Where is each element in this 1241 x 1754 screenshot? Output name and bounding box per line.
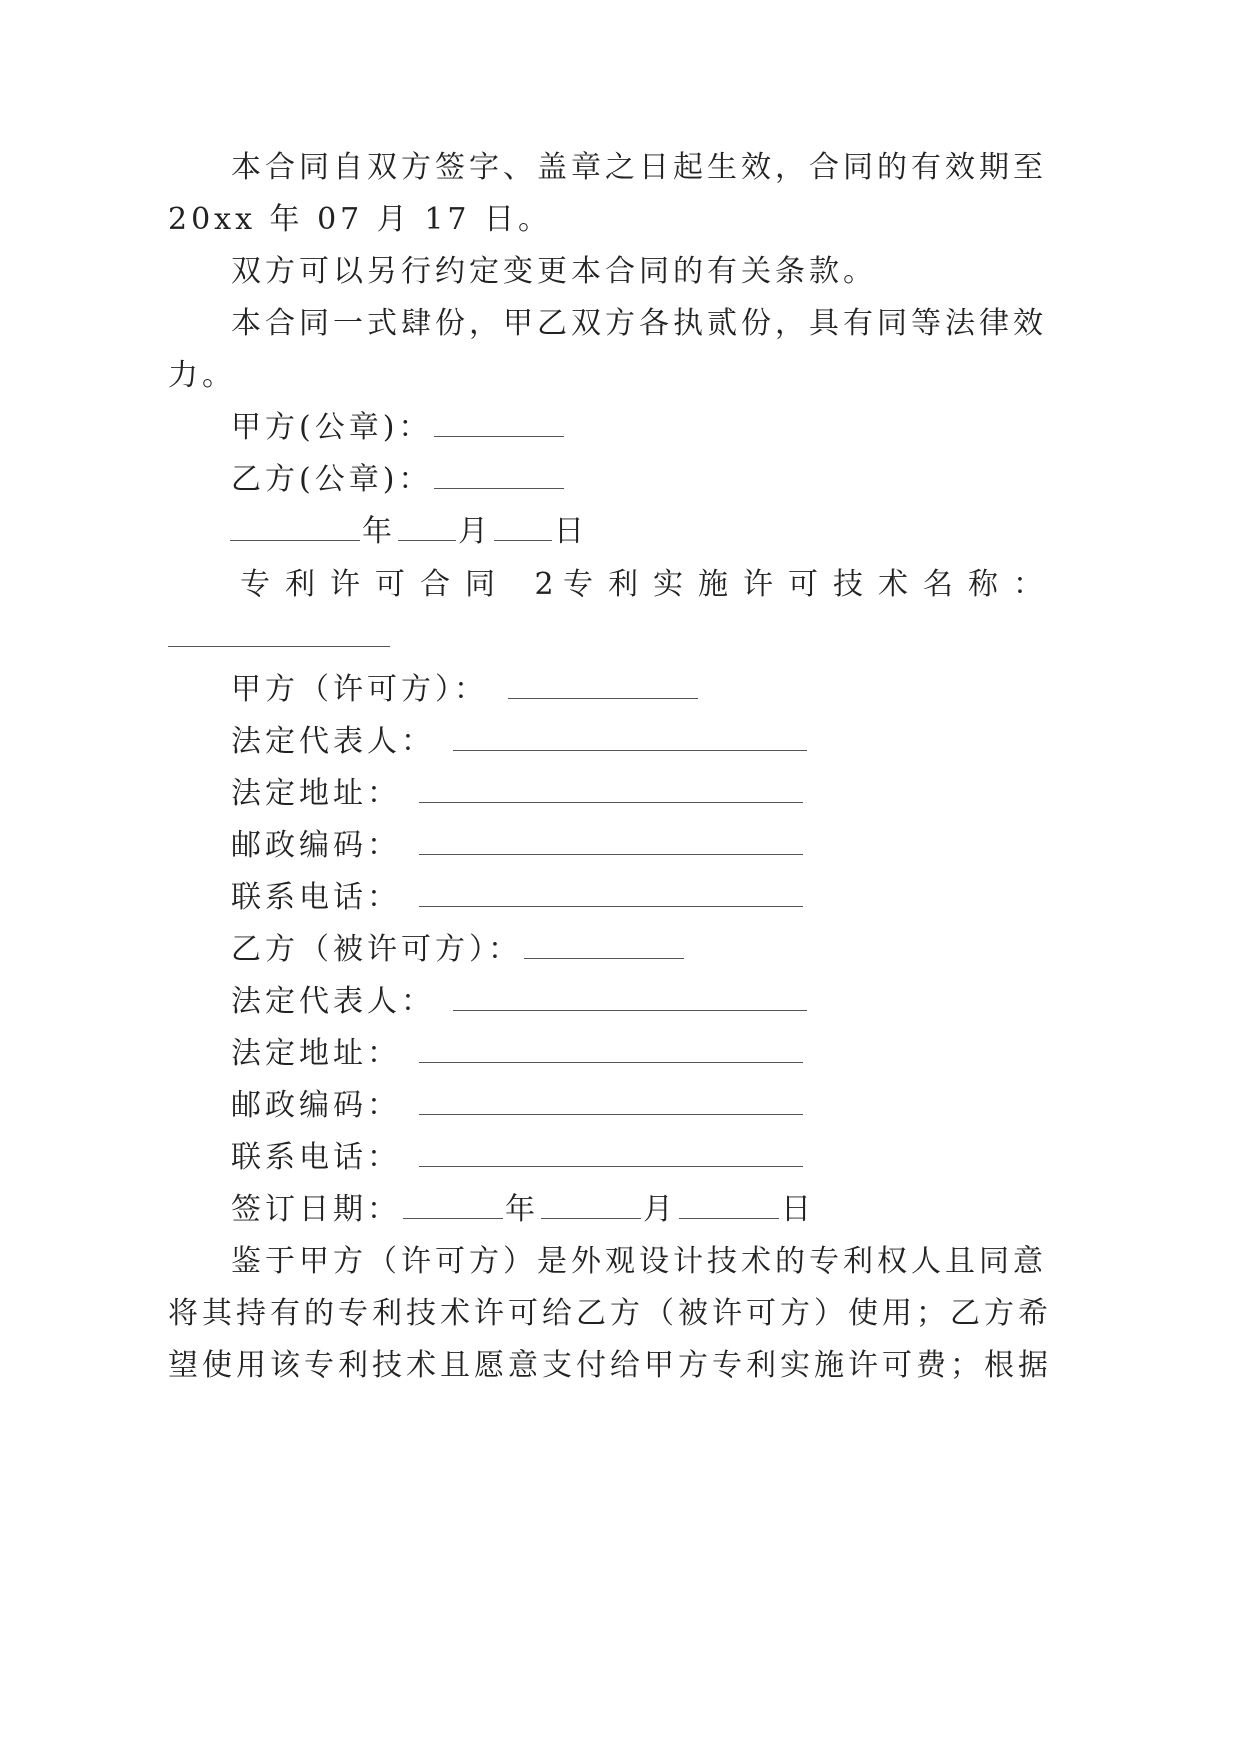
licensor-rep-label: 法定代表人： [231, 724, 435, 759]
licensee-phone-blank [419, 1144, 803, 1167]
licensee-rep-label: 法定代表人： [231, 984, 435, 1019]
licensee-line [231, 930, 686, 970]
party-a-seal-blank [434, 414, 564, 437]
licensee-rep-blank [453, 988, 807, 1011]
licensor-line [231, 670, 700, 710]
party-b-seal-label: 乙方(公章)： [231, 462, 433, 497]
clause-copies-line1: 本合同一式肆份，甲乙双方各执贰份，具有同等法律效 [231, 306, 1047, 341]
sign-month-label: 月 [643, 1192, 677, 1227]
party-b-seal-blank [434, 466, 564, 489]
licensee-postcode-line [231, 1086, 805, 1126]
licensee-address-line [231, 1034, 805, 1074]
sign-month-blank [541, 1196, 641, 1219]
clause-effective-line2: 20xx 年 07 月 17 日。 [168, 202, 553, 237]
licensor-postcode-line [231, 826, 805, 866]
licensor-rep-blank [453, 728, 807, 751]
licensor-label: 甲方（许可方）： [231, 672, 488, 707]
sign-year-blank [403, 1196, 503, 1219]
licensor-address-label: 法定地址： [231, 776, 401, 811]
licensee-postcode-blank [419, 1092, 803, 1115]
day-blank [494, 518, 552, 541]
licensee-label: 乙方（被许可方）： [231, 932, 522, 967]
licensee-address-label: 法定地址： [231, 1036, 401, 1071]
sign-date-line [231, 1190, 815, 1230]
tech-name-blank [168, 646, 390, 647]
year-blank [230, 518, 360, 541]
licensee-phone-line [231, 1138, 805, 1178]
party-a-seal-label: 甲方(公章)： [231, 410, 433, 445]
licensor-phone-label: 联系电话： [231, 880, 401, 915]
licensee-address-blank [419, 1040, 803, 1063]
tech-name-label: 专利实施许可技术名称： [563, 567, 1058, 602]
signing-date-line [228, 512, 588, 552]
clause-effective-line1: 本合同自双方签字、盖章之日起生效，合同的有效期至 [231, 150, 1047, 185]
licensor-address-line [231, 774, 805, 814]
clause-amendment: 双方可以另行约定变更本合同的有关条款。 [231, 254, 877, 289]
sign-date-label: 签订日期： [231, 1192, 401, 1227]
licensee-phone-label: 联系电话： [231, 1140, 401, 1175]
licensor-blank [508, 676, 698, 699]
sign-day-blank [679, 1196, 779, 1219]
month-label: 月 [458, 514, 492, 549]
recital-line1: 鉴于甲方（许可方）是外观设计技术的专利权人且同意 [231, 1244, 1047, 1279]
month-blank [398, 518, 456, 541]
contract2-title: 专利许可合同 2 [240, 567, 569, 602]
licensor-postcode-blank [419, 832, 803, 855]
licensee-rep-line [231, 982, 809, 1022]
year-label: 年 [362, 514, 396, 549]
sign-day-label: 日 [781, 1192, 815, 1227]
licensor-rep-line [231, 722, 809, 762]
licensor-phone-line [231, 878, 805, 918]
recital-line2: 将其持有的专利技术许可给乙方（被许可方）使用；乙方希 [168, 1296, 1052, 1331]
party-b-seal-line [231, 460, 566, 500]
sign-year-label: 年 [505, 1192, 539, 1227]
licensor-postcode-label: 邮政编码： [231, 828, 401, 863]
day-label: 日 [554, 514, 588, 549]
clause-copies-line2: 力。 [168, 358, 236, 393]
party-a-seal-line [231, 408, 566, 448]
licensee-postcode-label: 邮政编码： [231, 1088, 401, 1123]
licensor-address-blank [419, 780, 803, 803]
licensor-phone-blank [419, 884, 803, 907]
recital-line3: 望使用该专利技术且愿意支付给甲方专利实施许可费；根据 [168, 1348, 1052, 1383]
licensee-blank [524, 936, 684, 959]
